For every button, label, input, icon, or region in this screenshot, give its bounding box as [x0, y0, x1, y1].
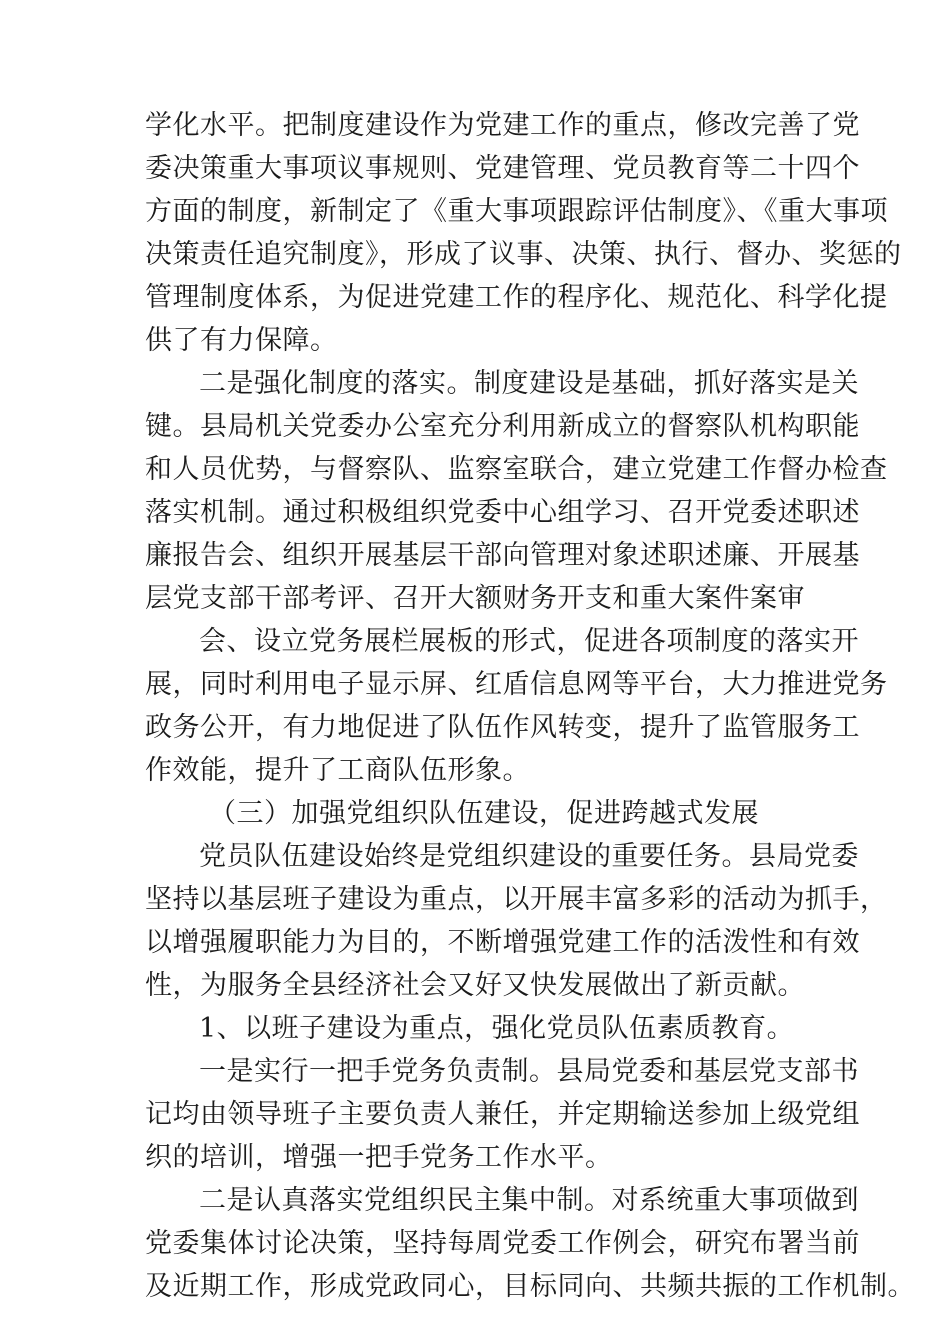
paragraph-start-line: 党员队伍建设始终是党组织建设的重要任务。县局党委: [199, 841, 859, 872]
text-line: 委决策重大事项议事规则、党建管理、党员教育等二十四个: [145, 153, 860, 184]
text-line: 党委集体讨论决策，坚持每周党委工作例会，研究布署当前: [145, 1228, 860, 1259]
text-line: 政务公开，有力地促进了队伍作风转变，提升了监管服务工: [145, 712, 860, 743]
text-line: 坚持以基层班子建设为重点，以开展丰富多彩的活动为抓手，: [145, 884, 888, 915]
text-line: 记均由领导班子主要负责人兼任，并定期输送参加上级党组: [145, 1099, 860, 1130]
paragraph-start-line: 一是实行一把手党务负责制。县局党委和基层党支部书: [199, 1056, 859, 1087]
subsection-heading: 1、以班子建设为重点，强化党员队伍素质教育。: [199, 1013, 795, 1044]
text-line: 性，为服务全县经济社会又好又快发展做出了新贡献。: [145, 970, 805, 1001]
text-line: 和人员优势，与督察队、监察室联合，建立党建工作督办检查: [145, 454, 888, 485]
text-line: 织的培训，增强一把手党务工作水平。: [145, 1142, 613, 1173]
text-line: 层党支部干部考评、召开大额财务开支和重大案件案审: [145, 583, 805, 614]
text-line: 方面的制度，新制定了《重大事项跟踪评估制度》、《重大事项: [145, 196, 888, 227]
section-heading: （三）加强党组织队伍建设，促进跨越式发展: [209, 798, 759, 829]
paragraph-start-line: 会、设立党务展栏展板的形式，促进各项制度的落实开: [199, 626, 859, 657]
text-line: 学化水平。把制度建设作为党建工作的重点，修改完善了党: [145, 110, 860, 141]
text-line: 作效能，提升了工商队伍形象。: [145, 755, 530, 786]
text-line: 及近期工作，形成党政同心，目标同向、共频共振的工作机制。: [145, 1271, 915, 1302]
document-body: [145, 104, 915, 1308]
text-line: 管理制度体系，为促进党建工作的程序化、规范化、科学化提: [145, 282, 888, 313]
text-line: 落实机制。通过积极组织党委中心组学习、召开党委述职述: [145, 497, 860, 528]
text-line: 以增强履职能力为目的，不断增强党建工作的活泼性和有效: [145, 927, 860, 958]
paragraph-start-line: 二是认真落实党组织民主集中制。对系统重大事项做到: [199, 1185, 859, 1216]
text-line: 廉报告会、组织开展基层干部向管理对象述职述廉、开展基: [145, 540, 860, 571]
text-line: 供了有力保障。: [145, 325, 338, 356]
paragraph-start-line: 二是强化制度的落实。制度建设是基础，抓好落实是关: [199, 368, 859, 399]
text-line: 展，同时利用电子显示屏、红盾信息网等平台，大力推进党务: [145, 669, 888, 700]
text-line: 键。县局机关党委办公室充分利用新成立的督察队机构职能: [145, 411, 860, 442]
text-line: 决策责任追究制度》，形成了议事、决策、执行、督办、奖惩的: [145, 239, 902, 270]
